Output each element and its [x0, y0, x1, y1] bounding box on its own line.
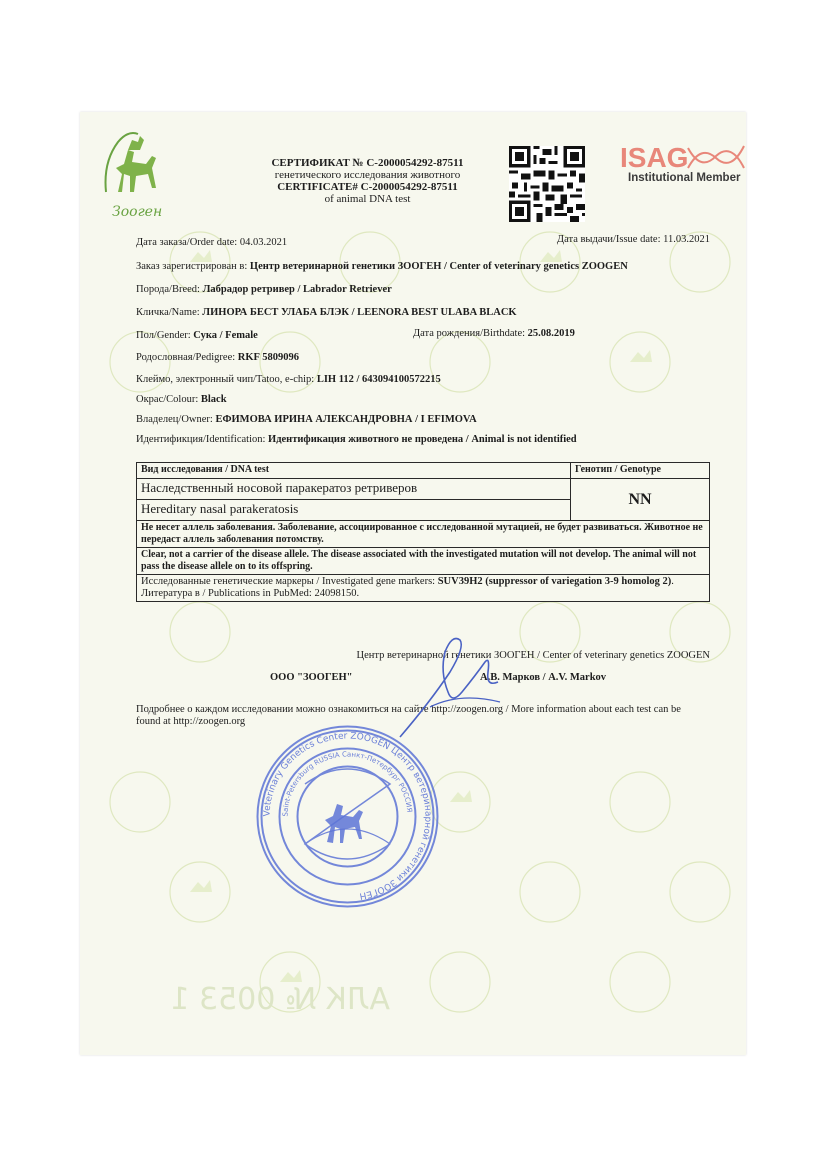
certificate-sheet: [80, 112, 746, 1055]
identification-field: Идентификция/Identification: Идентификация животного не проведена / Animal is not identified: [136, 434, 577, 445]
table-row: [137, 521, 710, 548]
gene-markers: Исследованные генетические маркеры / Investigated gene markers: SUV39H2 (suppressor of variegation 3-9 homolog 2). Литература в / Publications in PubMed: 24098150.: [137, 575, 710, 602]
pedigree-field: Родословная/Pedigree: RKF 5809096: [136, 352, 299, 363]
svg-text:Saint-Petersburg RUSSIA Санкт-: [281, 750, 413, 816]
cert-desc-ru: генетического исследования животного: [274, 169, 461, 181]
footer-org: ООО "ЗООГЕН": [270, 672, 353, 683]
result-ru: Не несет аллель заболевания. Заболевание, ассоциированное с исследованной мутацией, не будет развиваться. Животное не передаст аллель заболевания потомству.: [137, 521, 710, 548]
registered-field: Заказ зарегистрирован в: Центр ветеринарной генетики ЗООГЕН / Center of veterinary genetics ZOOGEN: [136, 261, 628, 272]
name-field: Кличка/Name: ЛИНОРА БЕСТ УЛАБА БЛЭК / LEENORA BEST ULABA BLACK: [136, 307, 517, 318]
test-name-ru: Наследственный носовой паракератоз ретриверов: [137, 479, 571, 500]
more-info: Подробнее о каждом исследовании можно ознакомиться на сайте http://zoogen.org / More information about each test can be found at http://zoogen.org: [136, 704, 681, 727]
isag-helix-icon: [686, 142, 746, 172]
isag-member-label: Institutional Member: [628, 172, 741, 184]
logo-caption: Зооген: [112, 204, 163, 220]
cert-number-en: CERTIFICATE# C-2000054292-87511: [277, 181, 458, 193]
table-row: [137, 548, 710, 575]
cert-desc-en: of animal DNA test: [324, 193, 411, 205]
serial-watermark: [120, 967, 720, 1027]
footer-person: А.В. Марков / A.V. Markov: [480, 672, 607, 683]
order-date: Дата заказа/Order date: 04.03.2021: [136, 237, 288, 248]
breed-field: Порода/Breed: Лабрадор ретривер / Labrador Retriever: [136, 284, 392, 295]
cert-number-ru: СЕРТИФИКАТ № С-2000054292-87511: [271, 157, 464, 169]
isag-wordmark: ISAG: [620, 142, 689, 173]
col-dna-test: Вид исследования / DNA test: [137, 463, 571, 479]
owner-field: Владелец/Owner: ЕФИМОВА ИРИНА АЛЕКСАНДРОВНА / I EFIMOVA: [136, 414, 477, 425]
result-en: Clear, not a carrier of the disease allele. The disease associated with the investigated mutation will not develop. The animal will not pass the disease allele on to its offspring.: [137, 548, 710, 575]
stamp-inner-text: Saint-Petersburg RUSSIA Санкт-Петербург РОССИЯ: [281, 750, 414, 817]
footer-center-name: Центр ветеринарной генетики ЗООГЕН / Center of veterinary genetics ZOOGEN: [356, 650, 710, 661]
stamp-outer-text: Veterinary Genetics Center ZOOGEN Центр ветеринарной генетики ЗООГЕН: [262, 731, 433, 901]
table-header-row: [137, 463, 710, 479]
isag-logo: [616, 142, 746, 198]
zoogen-logo: [98, 122, 168, 222]
table-row: [137, 575, 710, 602]
col-genotype: Генотип / Genotype: [571, 463, 710, 479]
svg-text:АЛК № 0053 1: АЛК № 0053 1: [170, 982, 390, 1017]
birthdate-field: Дата рождения/Birthdate: 25.08.2019: [413, 328, 575, 339]
colour-field: Окрас/Colour: Black: [136, 394, 227, 405]
table-row: [137, 479, 710, 500]
test-name-en: Hereditary nasal parakeratosis: [137, 500, 571, 521]
genotype-value: NN: [571, 479, 710, 521]
issue-date: Дата выдачи/Issue date: 11.03.2021: [556, 234, 710, 245]
official-stamp: [255, 724, 440, 909]
chip-field: Клеймо, электронный чип/Tatoo, e-chip: LIH 112 / 643094100572215: [136, 374, 441, 385]
gender-field: Пол/Gender: Сука / Female: [136, 330, 258, 341]
qr-code: [509, 146, 585, 222]
certificate-title: [230, 157, 505, 205]
dna-test-table: [136, 462, 710, 602]
